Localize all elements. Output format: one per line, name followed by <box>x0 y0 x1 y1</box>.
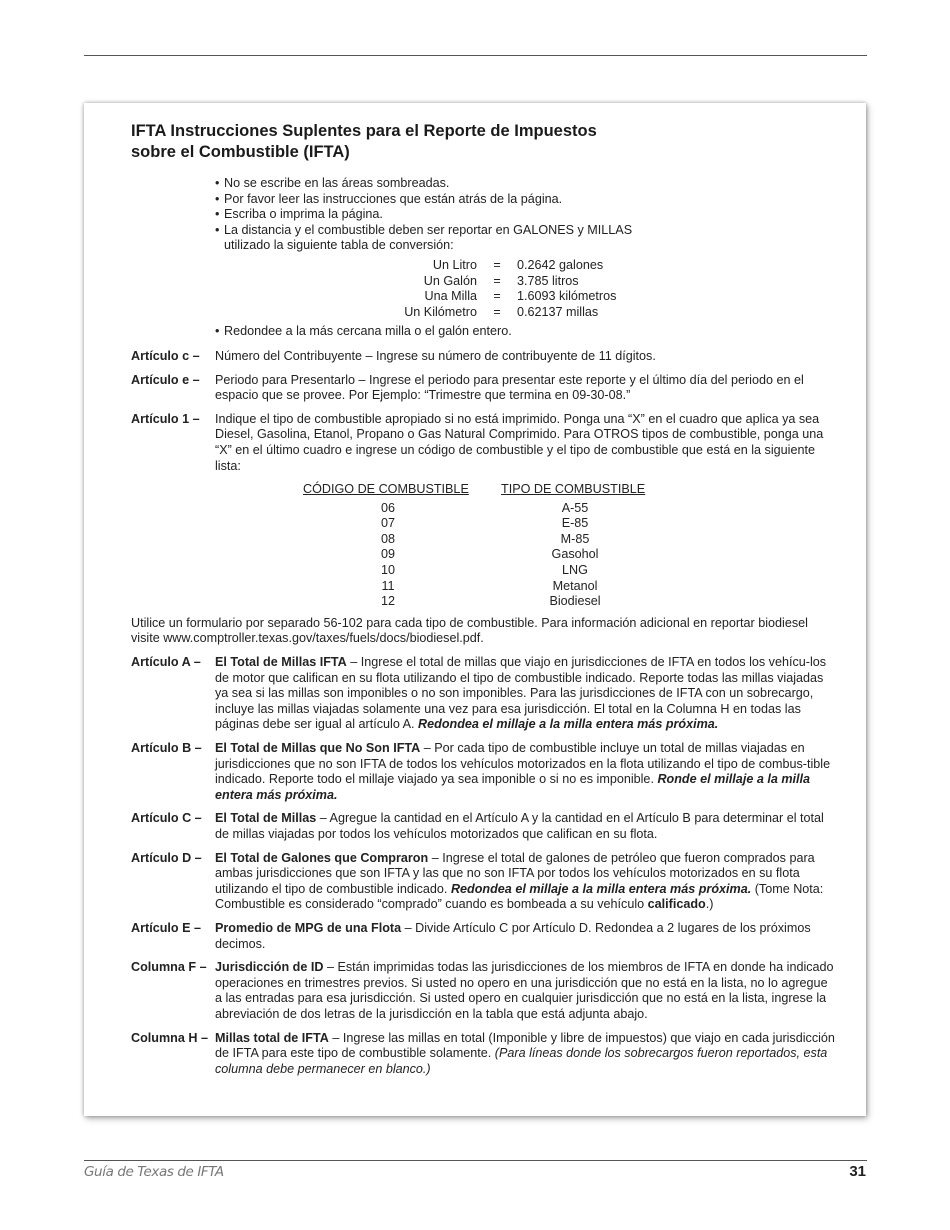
item-text <box>215 1031 836 1078</box>
conversion-unit: Un Litro <box>432 257 477 272</box>
fuel-code: 10 <box>380 563 395 578</box>
bullet-list <box>215 176 836 340</box>
conversion-value: 3.785 litros <box>517 273 579 288</box>
item-heading: Millas total de IFTA <box>215 1030 329 1045</box>
column-F <box>131 960 836 1022</box>
item-E <box>131 921 836 952</box>
conversion-row <box>215 274 836 290</box>
conversion-row <box>215 289 836 305</box>
conversion-row <box>215 258 836 274</box>
page-number: 31 <box>849 1163 866 1180</box>
fuel-row <box>303 516 836 532</box>
top-rule <box>84 55 867 56</box>
conversion-equals: = <box>493 289 501 304</box>
fuel-type: M-85 <box>560 531 590 546</box>
conversion-equals: = <box>493 304 501 319</box>
item-body: – Ingrese las millas en total (Imponible y libre de impuestos) que viajo en cada jurisdicción de IFTA para este tipo de combustible solamente. <box>215 1030 835 1061</box>
fuel-type: Biodiesel <box>549 594 601 609</box>
fuel-code: 11 <box>381 578 395 593</box>
conversion-equals: = <box>493 273 501 288</box>
item-note: (Tome Nota: Combustible es considerado “comprado” cuando es bombeada a su vehículo <box>215 881 824 912</box>
item-heading: El Total de Millas IFTA <box>215 655 347 670</box>
item-B <box>131 741 836 803</box>
item-body: – Divide Artículo C por Artículo D. Redondea a 2 lugares de los próximos decimos. <box>215 920 811 951</box>
fuel-code-table <box>131 482 836 610</box>
conversion-table <box>215 258 836 320</box>
item-text: Número del Contribuyente – Ingrese su número de contribuyente de 11 dígitos. <box>215 348 656 363</box>
conversion-value: 0.62137 millas <box>517 304 599 319</box>
item-body: – Están imprimidas todas las jurisdicciones de los miembros de IFTA en donde ha indicado operaciones en trimestres previos. Si usted no opero en una jurisdicción que no está en la lista, no lo agregue a las entradas para esa jurisdicción. Si usted opero en cualquier jurisdicción que no está en la lista, ingrese la abreviación de dos letras de la jurisdicción en la tabla que está adjunta abajo. <box>215 960 834 1021</box>
item-body: – Ingrese el total de millas que viajo en jurisdicciones de IFTA en todos los vehícu-los de motor que califican en su flota utilizando el tipo de combustible indicado. Reporte todas las millas viajadas ya sea si las millas son imponibles o no son imponibles. Para las jurisdicciones de IFTA con un sobrecargo, incluye las millas viajadas solamente una vez para esa jurisdicción. El total en la Columna H en todas las páginas debe ser igual al artículo A. <box>215 655 827 732</box>
fuel-type: A-55 <box>561 500 589 515</box>
instructions-content <box>131 121 836 1077</box>
fuel-code: 07 <box>380 516 395 531</box>
fuel-row <box>303 579 836 595</box>
item-label: Artículo D – <box>131 850 202 865</box>
fuel-type: E-85 <box>561 516 589 531</box>
item-label: Artículo C – <box>131 811 202 826</box>
footer-guide-title: Guía de Texas de IFTA <box>84 1164 224 1180</box>
item-label: Artículo E – <box>131 920 201 935</box>
fuel-row <box>303 501 836 517</box>
item-text: Indique el tipo de combustible apropiado si no está imprimido. Ponga una “X” en el cuadro que aplica ya sea Diesel, Gasolina, Etanol, Propano o Gas Natural Comprimido. Para OTROS tipos de combustible, ponga una “X” en el último cuadro e ingrese un código de combustible y el tipo de combustible que está en la siguiente lista: <box>215 411 824 473</box>
page-title <box>131 121 836 163</box>
fuel-type: Gasohol <box>551 547 599 562</box>
conversion-equals: = <box>493 257 501 272</box>
item-label: Artículo B – <box>131 741 202 755</box>
bullet-item: • Escriba o imprima la página. <box>215 207 836 223</box>
item-1 <box>131 412 836 474</box>
fuel-code: 09 <box>380 547 395 562</box>
separate-form-note: Utilice un formulario por separado 56-102 para cada tipo de combustible. Para información adicional en reportar biodiesel visite www.comptroller.texas.gov/taxes/fuels/docs/biodiesel.pdf. <box>131 615 808 646</box>
conversion-unit: Un Kilómetro <box>404 304 477 319</box>
fuel-row <box>303 532 836 548</box>
item-text <box>215 921 836 952</box>
header-type: TIPO DE COMBUSTIBLE <box>501 482 646 497</box>
item-heading: Promedio de MPG de una Flota <box>215 920 402 935</box>
conversion-value: 0.2642 galones <box>517 257 604 272</box>
bottom-rule <box>84 1160 867 1161</box>
item-text <box>215 851 836 913</box>
fuel-code: 06 <box>380 500 395 515</box>
bullet-item: • La distancia y el combustible deben ser reportar en GALONES y MILLAS <box>215 223 836 239</box>
bullet-item: • Por favor leer las instrucciones que están atrás de la página. <box>215 192 836 208</box>
item-note-end: .) <box>705 897 714 912</box>
item-heading: El Total de Millas que No Son IFTA <box>215 741 421 755</box>
fuel-row <box>303 563 836 579</box>
item-italic-note: (Para líneas donde los sobrecargos fueron reportados, esta columna debe permanecer en blanco.) <box>215 1046 828 1076</box>
item-text <box>215 811 836 842</box>
item-body: – Ingrese el total de galones de petróleo que fueron comprados para ambas jurisdicciones que son IFTA y las que no son IFTA por todos los vehículos motorizados en su flota utilizando el tipo de combustible indicado. <box>215 850 815 896</box>
header-code: CÓDIGO DE COMBUSTIBLE <box>303 482 469 497</box>
instructions-panel <box>84 103 866 1116</box>
fuel-row <box>303 547 836 563</box>
item-emphasis: Ronde el millaje a la milla entera más próxima. <box>215 772 811 802</box>
fuel-row <box>303 594 836 610</box>
bullet-item-round: • Redondee a la más cercana milla o el galón entero. <box>215 324 836 340</box>
fuel-type: Metanol <box>552 578 598 593</box>
bullet-item: • No se escribe en las áreas sombreadas. <box>215 176 836 192</box>
item-C <box>131 811 836 842</box>
item-label: Artículo c – <box>131 348 200 363</box>
item-D <box>131 851 836 913</box>
title-line-2: sobre el Combustible (IFTA) <box>131 143 350 161</box>
item-note-bold: calificado <box>647 897 706 912</box>
item-label: Columna F – <box>131 960 207 975</box>
conversion-unit: Un Galón <box>423 273 477 288</box>
item-label: Artículo 1 – <box>131 411 200 426</box>
item-heading: El Total de Millas <box>215 811 317 826</box>
item-text <box>215 960 836 1022</box>
fuel-code: 08 <box>380 531 395 546</box>
item-text: Periodo para Presentarlo – Ingrese el periodo para presentar este reporte y el último día del periodo en el espacio que se provee. Por Ejemplo: “Trimestre que termina en 09-30-08.” <box>215 372 804 403</box>
item-emphasis: Redondea el millaje a la milla entera más próxima. <box>418 717 719 732</box>
conversion-unit: Una Milla <box>424 289 477 304</box>
title-line-1: IFTA Instrucciones Suplentes para el Reporte de Impuestos <box>131 122 597 140</box>
conversion-row <box>215 305 836 321</box>
item-label: Artículo e – <box>131 372 200 387</box>
item-text <box>215 741 836 803</box>
conversion-value: 1.6093 kilómetros <box>517 289 617 304</box>
fuel-type: LNG <box>562 563 588 578</box>
item-text <box>215 655 836 733</box>
column-H <box>131 1031 836 1078</box>
item-A <box>131 655 836 733</box>
item-label: Columna H – <box>131 1030 208 1045</box>
item-body: – Agregue la cantidad en el Artículo A y la cantidad en el Artículo B para determinar el total de millas viajadas por todos los vehículos motorizados que califican en su flota. <box>215 811 824 841</box>
item-label: Artículo A – <box>131 655 201 670</box>
fuel-table-header <box>303 482 836 498</box>
item-heading: El Total de Galones que Compraron <box>215 850 429 865</box>
item-emphasis: Redondea el millaje a la milla entera más próxima. <box>450 881 752 896</box>
fuel-code: 12 <box>380 594 395 609</box>
item-e <box>131 373 836 404</box>
item-body: – Por cada tipo de combustible incluye un total de millas viajadas en jurisdicciones que no son IFTA de todos los vehículos motorizados en la flota utilizando el tipo de combus-tible indicado. Reporte todo el millaje viajado ya sea imponible o si no es imponible. <box>215 741 831 787</box>
item-heading: Jurisdicción de ID <box>215 960 324 975</box>
bullet-continuation: utilizado la siguiente tabla de conversión: <box>224 238 454 253</box>
item-c <box>131 349 836 365</box>
